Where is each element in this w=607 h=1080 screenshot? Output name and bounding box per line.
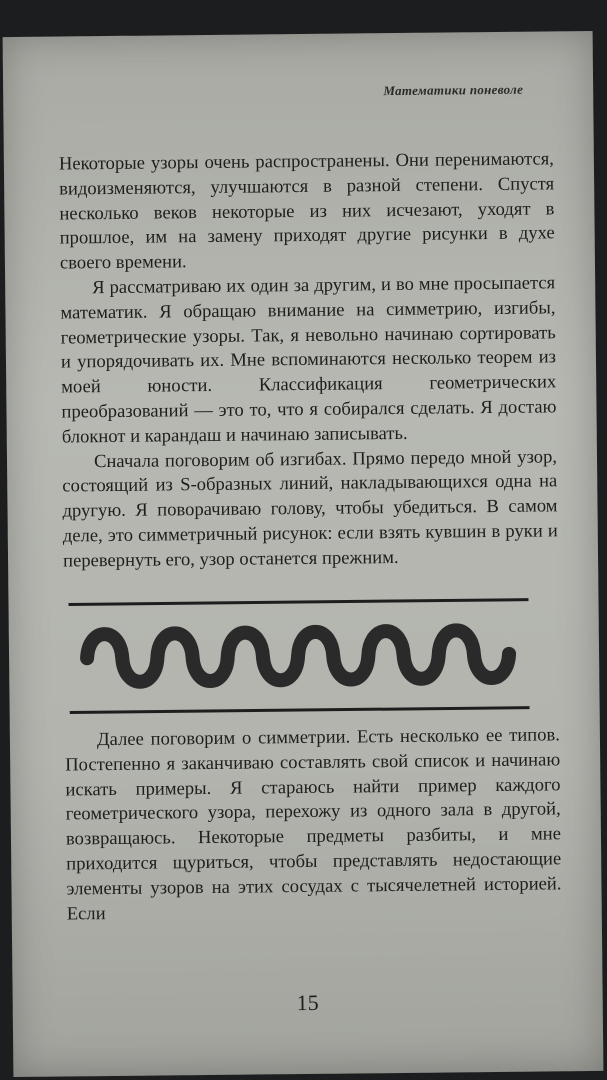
s-wave-ornament (68, 594, 529, 719)
paragraph-1: Некоторые узоры очень распространены. Они перенимаются, видоизменяются, улучшаются в разной степени. Спустя несколько веков некоторые из них исчезают, уходят в прошлое, им на замену приходят другие рисунки в духе своего времени. (58, 148, 555, 274)
running-header: Математики поневоле (383, 81, 524, 99)
ornament-top-rule (69, 600, 529, 605)
paragraph-2: Я рассматриваю их один за другим, и во мне просыпается математик. Я обращаю внимание на симметрию, изгибы, геометрические узоры. Так, я невольно начинаю сортировать и упорядочивать их. Мне вспоминаются несколько теорем из моей юности. Классификация геометрических преобразований — это то, что я собирался сделать. Я достаю блокнот и карандаш и начинаю записывать. (60, 272, 557, 448)
ornament-bottom-rule (70, 708, 530, 713)
text-block-bottom (65, 723, 562, 927)
ornament-wave (87, 630, 509, 682)
paragraph-4: Далее поговорим о симметрии. Есть несколько ее типов. Постепенно я заканчиваю составлять свой список и начинаю искать примеры. Я стараюсь найти пример каждого геометрического узора, перехожу из одного зала в другой, возвращаюсь. Некоторые предметы разбиты, и мне приходится щуриться, чтобы представлять недостающие элементы узоров на этих сосудах с тысячелетней историей. Если (65, 724, 562, 925)
paragraph-3: Сначала поговорим об изгибах. Прямо передо мной узор, состоящий из S-образных линий, накладывающихся одна на другую. Я поворачиваю голову, чтобы убедиться. В самом деле, это симметричный рисунок: если взять кувшин в руки и перевернуть его, узор останется прежним. (62, 445, 558, 572)
book-page (3, 31, 604, 1077)
page-number: 15 (296, 989, 319, 1016)
text-block-top (59, 147, 558, 574)
